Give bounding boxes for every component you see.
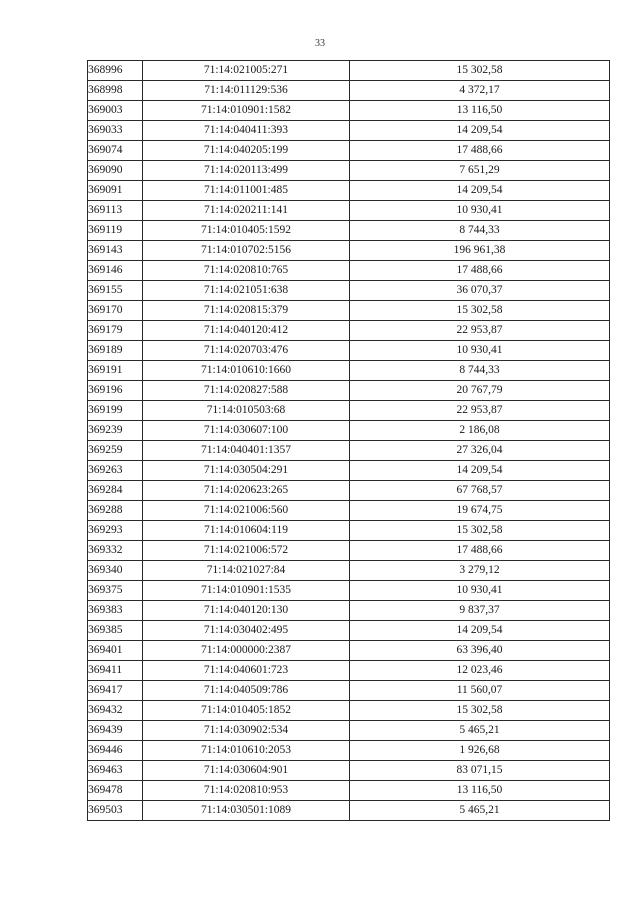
value-cell: 14 209,54 xyxy=(350,461,610,481)
cadastral-number-cell: 71:14:010405:1592 xyxy=(143,221,350,241)
record-number-cell: 369119 xyxy=(88,221,143,241)
value-cell: 67 768,57 xyxy=(350,481,610,501)
record-number-cell: 369439 xyxy=(88,721,143,741)
value-cell: 36 070,37 xyxy=(350,281,610,301)
value-cell: 13 116,50 xyxy=(350,781,610,801)
table-row xyxy=(88,741,610,761)
table-row xyxy=(88,661,610,681)
value-cell: 19 674,75 xyxy=(350,501,610,521)
cadastral-number-cell: 71:14:021006:560 xyxy=(143,501,350,521)
record-number-cell: 369003 xyxy=(88,101,143,121)
value-cell: 5 465,21 xyxy=(350,801,610,821)
table-row xyxy=(88,581,610,601)
cadastral-number-cell: 71:14:030501:1089 xyxy=(143,801,350,821)
record-number-cell: 369189 xyxy=(88,341,143,361)
record-number-cell: 369263 xyxy=(88,461,143,481)
cadastral-number-cell: 71:14:010503:68 xyxy=(143,401,350,421)
table-row xyxy=(88,61,610,81)
value-cell: 3 279,12 xyxy=(350,561,610,581)
cadastral-number-cell: 71:14:010901:1535 xyxy=(143,581,350,601)
table-row xyxy=(88,501,610,521)
cadastral-number-cell: 71:14:020623:265 xyxy=(143,481,350,501)
record-number-cell: 369239 xyxy=(88,421,143,441)
value-cell: 14 209,54 xyxy=(350,181,610,201)
page-number: 33 xyxy=(315,38,325,49)
value-cell: 10 930,41 xyxy=(350,341,610,361)
table-row xyxy=(88,381,610,401)
table-row xyxy=(88,221,610,241)
cadastral-number-cell: 71:14:021051:638 xyxy=(143,281,350,301)
table-row xyxy=(88,201,610,221)
value-cell: 4 372,17 xyxy=(350,81,610,101)
record-number-cell: 369179 xyxy=(88,321,143,341)
table-row xyxy=(88,421,610,441)
record-number-cell: 369385 xyxy=(88,621,143,641)
registry-table-body xyxy=(88,61,610,821)
value-cell: 27 326,04 xyxy=(350,441,610,461)
record-number-cell: 369074 xyxy=(88,141,143,161)
cadastral-number-cell: 71:14:011001:485 xyxy=(143,181,350,201)
value-cell: 8 744,33 xyxy=(350,221,610,241)
table-row xyxy=(88,481,610,501)
record-number-cell: 369199 xyxy=(88,401,143,421)
record-number-cell: 369191 xyxy=(88,361,143,381)
table-row xyxy=(88,681,610,701)
cadastral-number-cell: 71:14:040120:130 xyxy=(143,601,350,621)
cadastral-number-cell: 71:14:040509:786 xyxy=(143,681,350,701)
registry-table xyxy=(87,60,610,821)
cadastral-number-cell: 71:14:030902:534 xyxy=(143,721,350,741)
record-number-cell: 369340 xyxy=(88,561,143,581)
record-number-cell: 369143 xyxy=(88,241,143,261)
value-cell: 20 767,79 xyxy=(350,381,610,401)
record-number-cell: 369478 xyxy=(88,781,143,801)
table-row xyxy=(88,761,610,781)
table-row xyxy=(88,701,610,721)
cadastral-number-cell: 71:14:030604:901 xyxy=(143,761,350,781)
cadastral-number-cell: 71:14:021005:271 xyxy=(143,61,350,81)
table-row xyxy=(88,341,610,361)
record-number-cell: 369288 xyxy=(88,501,143,521)
value-cell: 22 953,87 xyxy=(350,401,610,421)
value-cell: 11 560,07 xyxy=(350,681,610,701)
table-row xyxy=(88,541,610,561)
record-number-cell: 368998 xyxy=(88,81,143,101)
cadastral-number-cell: 71:14:020211:141 xyxy=(143,201,350,221)
value-cell: 22 953,87 xyxy=(350,321,610,341)
cadastral-number-cell: 71:14:030402:495 xyxy=(143,621,350,641)
table-row xyxy=(88,561,610,581)
value-cell: 196 961,38 xyxy=(350,241,610,261)
record-number-cell: 369155 xyxy=(88,281,143,301)
value-cell: 5 465,21 xyxy=(350,721,610,741)
record-number-cell: 369113 xyxy=(88,201,143,221)
cadastral-number-cell: 71:14:030504:291 xyxy=(143,461,350,481)
record-number-cell: 368996 xyxy=(88,61,143,81)
cadastral-number-cell: 71:14:010604:119 xyxy=(143,521,350,541)
record-number-cell: 369432 xyxy=(88,701,143,721)
cadastral-number-cell: 71:14:020810:765 xyxy=(143,261,350,281)
value-cell: 83 071,15 xyxy=(350,761,610,781)
table-row xyxy=(88,361,610,381)
cadastral-number-cell: 71:14:010610:1660 xyxy=(143,361,350,381)
value-cell: 2 186,08 xyxy=(350,421,610,441)
cadastral-number-cell: 71:14:040205:199 xyxy=(143,141,350,161)
record-number-cell: 369146 xyxy=(88,261,143,281)
record-number-cell: 369259 xyxy=(88,441,143,461)
record-number-cell: 369446 xyxy=(88,741,143,761)
value-cell: 15 302,58 xyxy=(350,521,610,541)
cadastral-number-cell: 71:14:020827:588 xyxy=(143,381,350,401)
table-row xyxy=(88,461,610,481)
table-row xyxy=(88,641,610,661)
record-number-cell: 369332 xyxy=(88,541,143,561)
record-number-cell: 369463 xyxy=(88,761,143,781)
table-row xyxy=(88,261,610,281)
value-cell: 14 209,54 xyxy=(350,121,610,141)
record-number-cell: 369401 xyxy=(88,641,143,661)
value-cell: 12 023,46 xyxy=(350,661,610,681)
value-cell: 10 930,41 xyxy=(350,581,610,601)
cadastral-number-cell: 71:14:000000:2387 xyxy=(143,641,350,661)
table-row xyxy=(88,181,610,201)
table-row xyxy=(88,281,610,301)
cadastral-number-cell: 71:14:021027:84 xyxy=(143,561,350,581)
record-number-cell: 369033 xyxy=(88,121,143,141)
cadastral-number-cell: 71:14:021006:572 xyxy=(143,541,350,561)
record-number-cell: 369375 xyxy=(88,581,143,601)
value-cell: 17 488,66 xyxy=(350,541,610,561)
value-cell: 15 302,58 xyxy=(350,301,610,321)
cadastral-number-cell: 71:14:040601:723 xyxy=(143,661,350,681)
value-cell: 13 116,50 xyxy=(350,101,610,121)
cadastral-number-cell: 71:14:020703:476 xyxy=(143,341,350,361)
record-number-cell: 369091 xyxy=(88,181,143,201)
value-cell: 14 209,54 xyxy=(350,621,610,641)
cadastral-number-cell: 71:14:010901:1582 xyxy=(143,101,350,121)
cadastral-number-cell: 71:14:040120:412 xyxy=(143,321,350,341)
record-number-cell: 369284 xyxy=(88,481,143,501)
cadastral-number-cell: 71:14:010405:1852 xyxy=(143,701,350,721)
value-cell: 10 930,41 xyxy=(350,201,610,221)
cadastral-number-cell: 71:14:011129:536 xyxy=(143,81,350,101)
table-row xyxy=(88,601,610,621)
table-row xyxy=(88,401,610,421)
table-row xyxy=(88,521,610,541)
cadastral-number-cell: 71:14:030607:100 xyxy=(143,421,350,441)
record-number-cell: 369383 xyxy=(88,601,143,621)
table-row xyxy=(88,301,610,321)
record-number-cell: 369170 xyxy=(88,301,143,321)
record-number-cell: 369293 xyxy=(88,521,143,541)
cadastral-number-cell: 71:14:040401:1357 xyxy=(143,441,350,461)
table-row xyxy=(88,721,610,741)
cadastral-number-cell: 71:14:040411:393 xyxy=(143,121,350,141)
value-cell: 8 744,33 xyxy=(350,361,610,381)
cadastral-number-cell: 71:14:020113:499 xyxy=(143,161,350,181)
table-row xyxy=(88,141,610,161)
value-cell: 15 302,58 xyxy=(350,61,610,81)
table-row xyxy=(88,161,610,181)
cadastral-number-cell: 71:14:010610:2053 xyxy=(143,741,350,761)
value-cell: 17 488,66 xyxy=(350,141,610,161)
value-cell: 7 651,29 xyxy=(350,161,610,181)
cadastral-number-cell: 71:14:020810:953 xyxy=(143,781,350,801)
table-row xyxy=(88,81,610,101)
table-row xyxy=(88,241,610,261)
cadastral-number-cell: 71:14:010702:5156 xyxy=(143,241,350,261)
value-cell: 9 837,37 xyxy=(350,601,610,621)
table-row xyxy=(88,801,610,821)
table-row xyxy=(88,101,610,121)
value-cell: 1 926,68 xyxy=(350,741,610,761)
record-number-cell: 369411 xyxy=(88,661,143,681)
cadastral-number-cell: 71:14:020815:379 xyxy=(143,301,350,321)
record-number-cell: 369090 xyxy=(88,161,143,181)
record-number-cell: 369196 xyxy=(88,381,143,401)
table-row xyxy=(88,441,610,461)
table-row xyxy=(88,121,610,141)
table-row xyxy=(88,621,610,641)
value-cell: 63 396,40 xyxy=(350,641,610,661)
record-number-cell: 369503 xyxy=(88,801,143,821)
value-cell: 15 302,58 xyxy=(350,701,610,721)
table-row xyxy=(88,781,610,801)
record-number-cell: 369417 xyxy=(88,681,143,701)
value-cell: 17 488,66 xyxy=(350,261,610,281)
table-row xyxy=(88,321,610,341)
